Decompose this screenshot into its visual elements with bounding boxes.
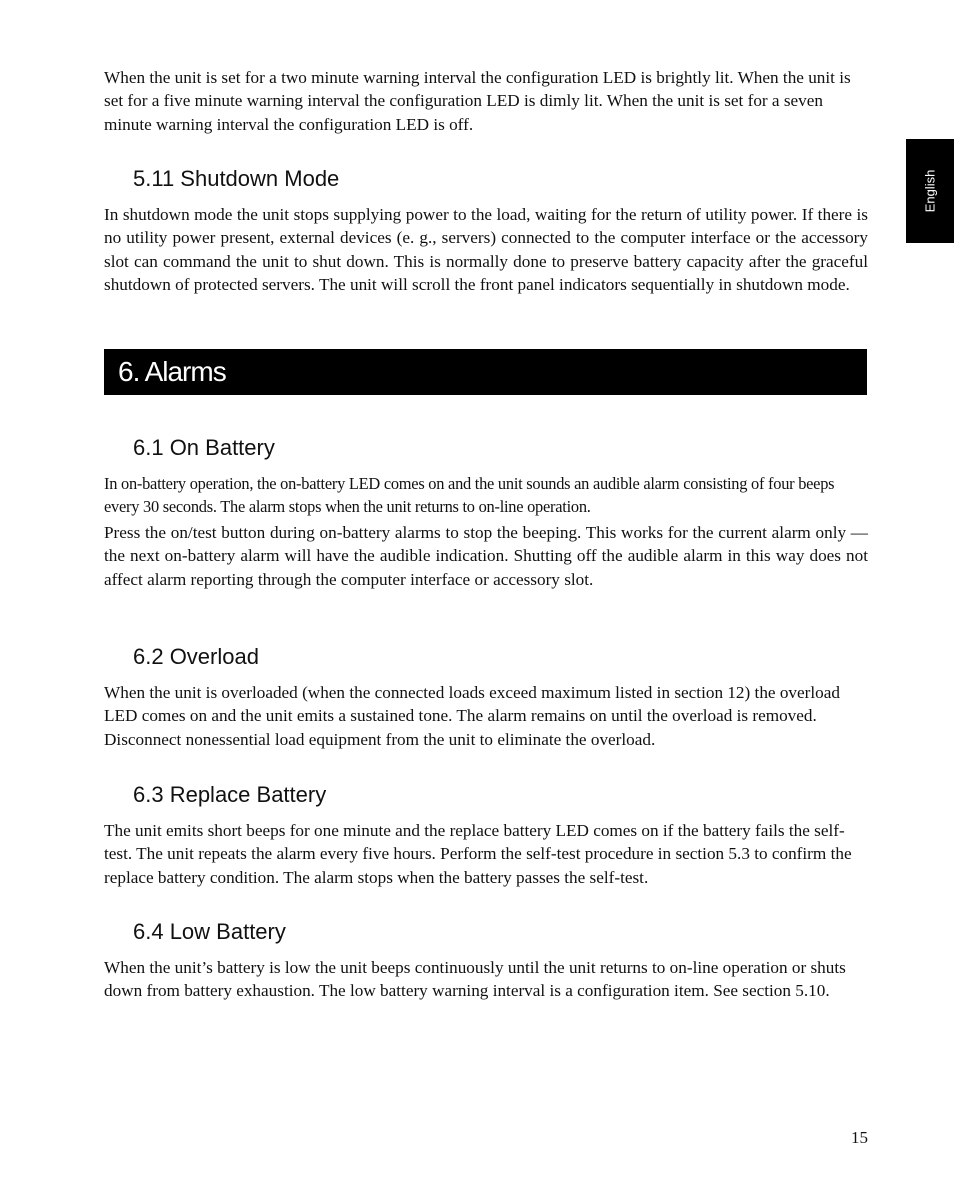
on-battery-heading: 6.1 On Battery: [133, 435, 275, 460]
intro-paragraph: When the unit is set for a two minute warning interval the configuration LED is brightly lit. When the unit is set for a five minute warning interval the configuration LED is dimly lit. When the unit is set for a seven minute warning interval the configuration LED is off.: [104, 68, 851, 134]
on-battery-paragraph-2: Press the on/test button during on-battery alarms to stop the beeping. This works for the current alarm only — the next on-battery alarm will have the audible indication. Shutting off the audible alarm in this way does not affect alarm reporting through the computer interface or accessory slot.: [104, 523, 868, 589]
replace-battery-heading: 6.3 Replace Battery: [133, 782, 327, 807]
language-tab-label: English: [922, 169, 938, 213]
low-battery-paragraph: When the unit’s battery is low the unit beeps continuously until the unit returns to on-line operation or shuts down from battery exhaustion. The low battery warning interval is a configuration item. See section 5.10.: [104, 958, 846, 1001]
shutdown-mode-heading: 5.11 Shutdown Mode: [133, 166, 340, 191]
on-battery-paragraph-1: In on-battery operation, the on-battery LED comes on and the unit sounds an audible alarm consisting of four beeps every 30 seconds. The alarm stops when the unit returns to on-line operation.: [104, 474, 835, 517]
page-number: 15: [851, 1128, 868, 1147]
language-tab: [906, 139, 954, 243]
overload-heading: 6.2 Overload: [133, 644, 259, 669]
low-battery-heading: 6.4 Low Battery: [133, 919, 286, 944]
overload-paragraph: When the unit is overloaded (when the connected loads exceed maximum listed in section 12) the overload LED comes on and the unit emits a sustained tone. The alarm remains on until the overload is removed. Disconnect nonessential load equipment from the unit to eliminate the overload.: [104, 683, 840, 749]
alarms-section-title: 6. Alarms: [118, 356, 226, 387]
replace-battery-paragraph: The unit emits short beeps for one minute and the replace battery LED comes on if the battery fails the self-test. The unit repeats the alarm every five hours. Perform the self-test procedure in section 5.3 to confirm the replace battery condition. The alarm stops when the battery passes the self-test.: [104, 821, 852, 887]
shutdown-mode-paragraph: In shutdown mode the unit stops supplying power to the load, waiting for the return of utility power. If there is no utility power present, external devices (e. g., servers) connected to the computer interface or the accessory slot can command the unit to shut down. This is normally done to preserve battery capacity after the graceful shutdown of protected servers. The unit will scroll the front panel indicators sequentially in shutdown mode.: [104, 205, 868, 295]
alarms-section-bar: [104, 349, 867, 395]
